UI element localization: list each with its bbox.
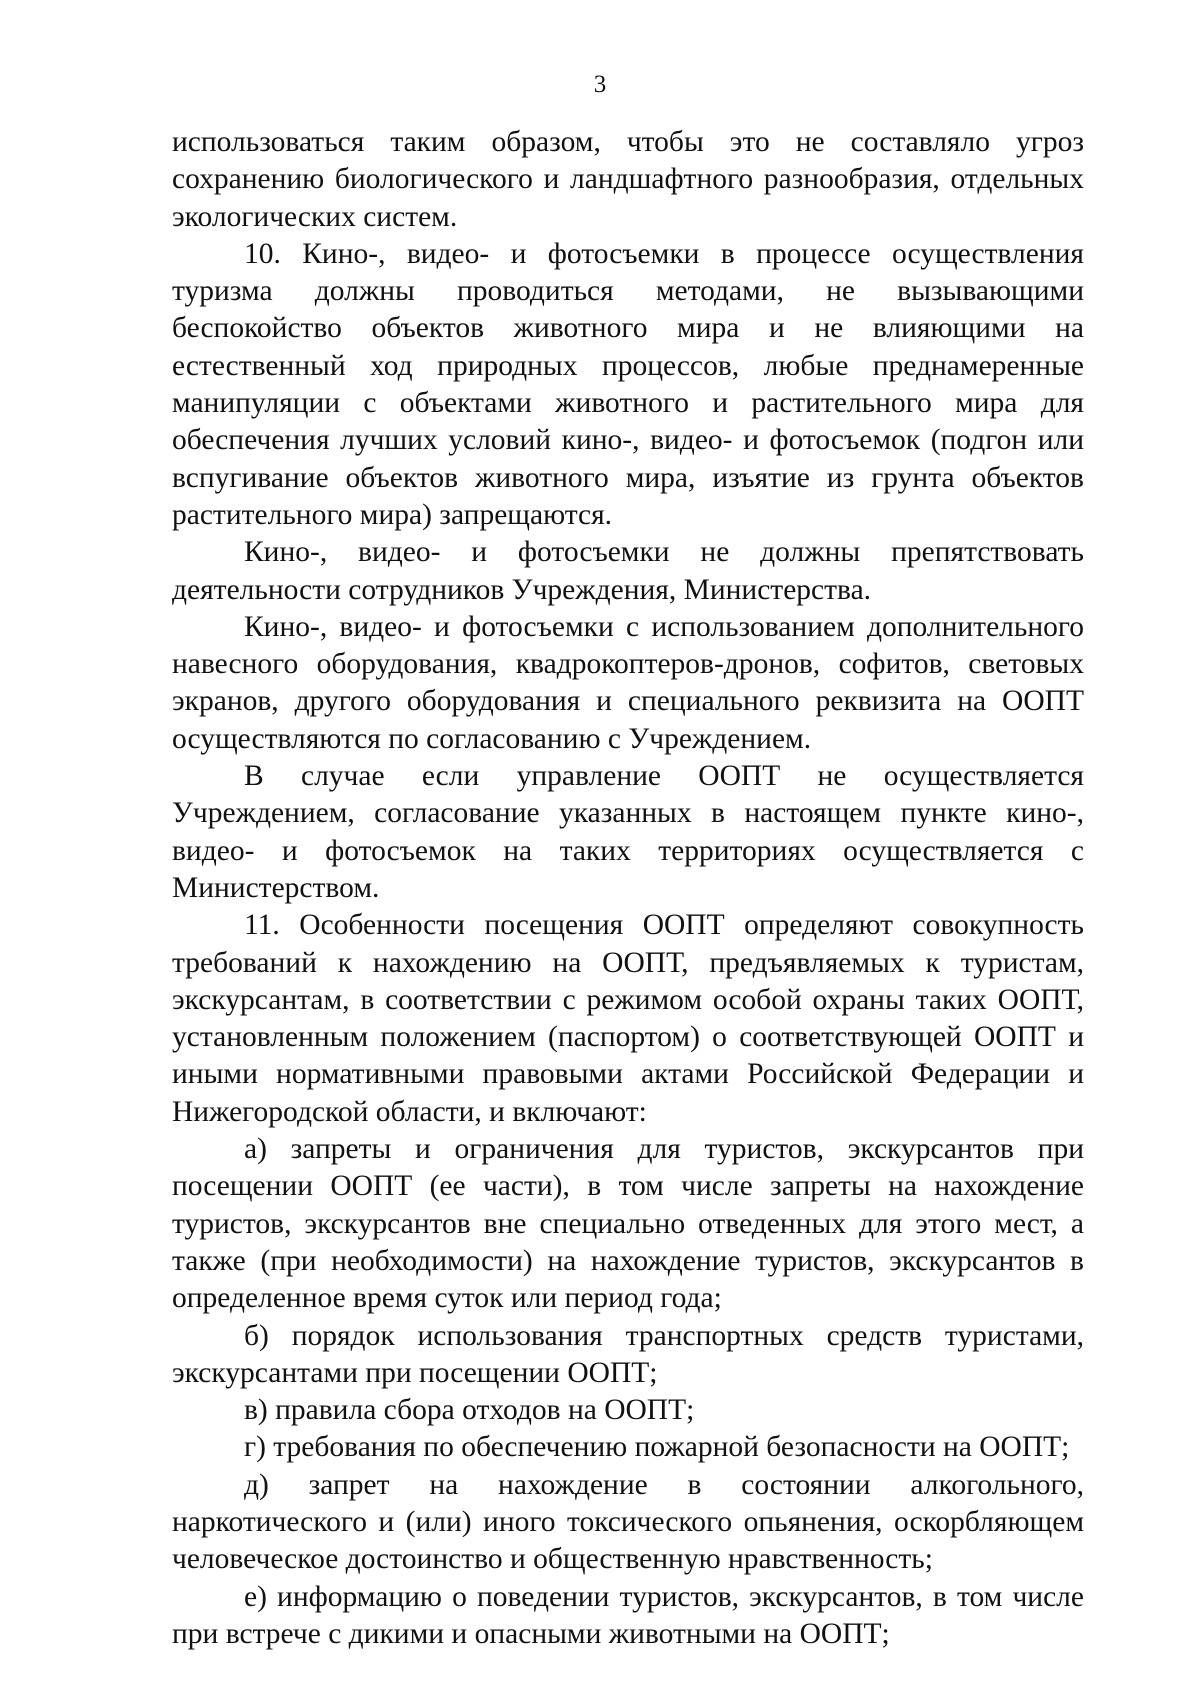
paragraph-item-11: 11. Особенности посещения ООПТ определяют совокупность требований к нахождению на ООПТ, предъявляемых к туристам, экскурсантам, в соответствии с режимом особой охраны таких ООПТ, установленным положением (паспортом) о соответствующей ООПТ и иными нормативными правовыми актами Российской Федерации и Нижегородской области, и включают: <box>172 909 1084 1128</box>
paragraph-continuation: использоваться таким образом, чтобы это не составляло угроз сохранению биологического и ландшафтного разнообразия, отдельных экологических систем. <box>172 126 1084 233</box>
subitem-b: б) порядок использования транспортных средств туристами, экскурсантами при посещении ООПТ; <box>172 1319 1084 1389</box>
document-body <box>172 124 1084 1653</box>
subitem-v: в) правила сбора отходов на ООПТ; <box>244 1394 695 1427</box>
subitem-d: д) запрет на нахождение в состоянии алкогольного, наркотического и (или) иного токсического опьянения, оскорбляющем человеческое достоинство и общественную нравственность; <box>172 1468 1084 1576</box>
paragraph: Кино-, видео- и фотосъемки с использованием дополнительного навесного оборудования, квадрокоптеров-дронов, софитов, световых экранов, другого оборудования и специального реквизита на ООПТ осуществляются по согласованию с Учреждением. <box>172 610 1084 755</box>
subitem-e: е) информацию о поведении туристов, экскурсантов, в том числе при встрече с дикими и опасными животными на ООПТ; <box>172 1580 1084 1650</box>
page-number: 3 <box>593 71 607 98</box>
paragraph: В случае если управление ООПТ не осуществляется Учреждением, согласование указанных в настоящем пункте кино-, видео- и фотосъемок на таких территориях осуществляется с Министерством. <box>172 760 1084 904</box>
paragraph: Кино-, видео- и фотосъемки не должны препятствовать деятельности сотрудников Учреждения, Министерства. <box>172 536 1084 606</box>
paragraph-item-10: 10. Кино-, видео- и фотосъемки в процессе осуществления туризма должны проводиться методами, не вызывающими беспокойство объектов животного мира и не влияющими на естественный ход природных процессов, любые преднамеренные манипуляции с объектами животного и растительного мира для обеспечения лучших условий кино-, видео- и фотосъемок (подгон или вспугивание объектов животного мира, изъятие из грунта объектов растительного мира) запрещаются. <box>172 237 1084 531</box>
subitem-a: а) запреты и ограничения для туристов, экскурсантов при посещении ООПТ (ее части), в том числе запреты на нахождение туристов, экскурсантов вне специально отведенных для этого мест, а также (при необходимости) на нахождение туристов, экскурсантов в определенное время суток или период года; <box>172 1133 1084 1315</box>
subitem-g: г) требования по обеспечению пожарной безопасности на ООПТ; <box>244 1431 1070 1464</box>
